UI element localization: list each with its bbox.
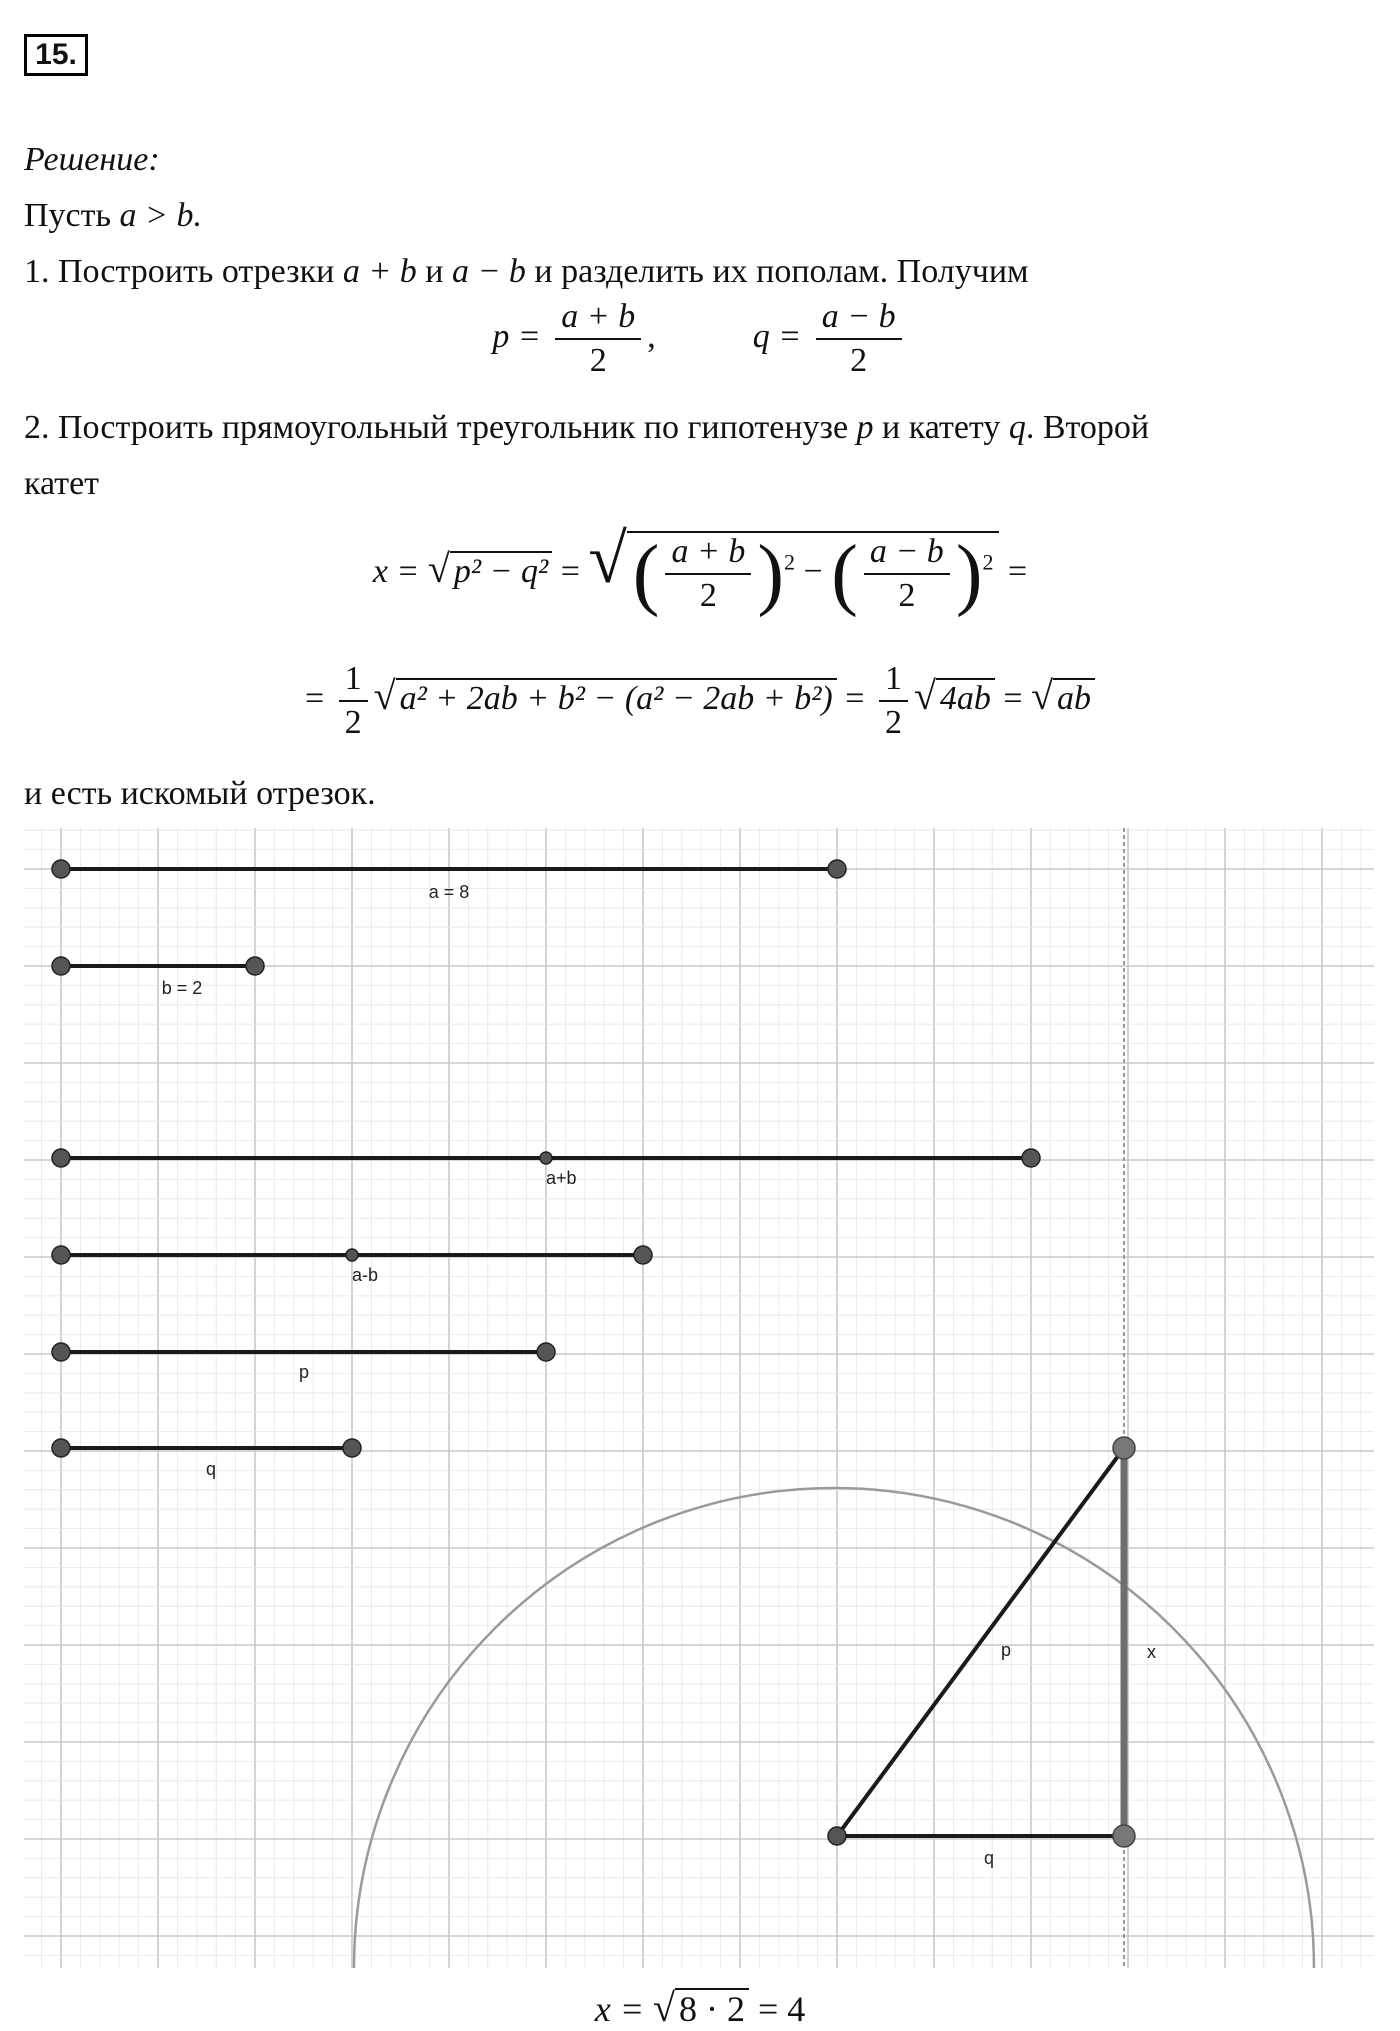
- point-apb-start: [52, 1149, 70, 1167]
- sqrt-sign-2: √: [373, 672, 396, 718]
- formula-x2-radicand: a² + 2ab + b² − (a² − 2ab + b²): [396, 678, 837, 718]
- formula-p-q: [0, 298, 1400, 380]
- fraction-q-numerator: a − b: [816, 298, 902, 340]
- final-formula-lhs: x =: [594, 1989, 644, 2029]
- point-a-start: [52, 860, 70, 878]
- formula-p-lhs: p =: [492, 317, 541, 355]
- point-amb-mid: [346, 1249, 358, 1261]
- fraction-q: [816, 298, 902, 380]
- point-amb-end: [634, 1246, 652, 1264]
- step2-text-a: 2. Построить прямоугольный треугольник по гипотенузе: [24, 409, 857, 446]
- step1-text-c: и разделить их пополам. Получим: [525, 253, 1029, 290]
- formula-x2-eq1: =: [845, 679, 865, 717]
- label-a-minus-b: a-b: [352, 1265, 379, 1285]
- step2-text-b: и катету: [873, 409, 1009, 446]
- big-radicand: ( $\frac{a + b}{2}$ )$^2$ − ( $\frac{a - b}{2}$ )$^2$: [627, 531, 1000, 615]
- construction-circle: [354, 1488, 1314, 1968]
- sqrt-sign-3: √: [913, 672, 936, 718]
- point-apb-end: [1022, 1149, 1040, 1167]
- step1-expr1: a + b: [342, 253, 417, 290]
- formula-x-radicand: p² − q²: [450, 551, 552, 591]
- final-sqrt-sign: √: [653, 1985, 675, 2030]
- exp-1: 2: [784, 549, 796, 575]
- label-a: a = 8: [428, 882, 470, 902]
- formula-x2-lead: =: [304, 679, 325, 717]
- half-2-denominator: 2: [884, 704, 902, 741]
- step2-q: q: [1008, 409, 1026, 446]
- step2-line2: катет: [24, 465, 100, 502]
- final-formula-radicand: 8 · 2: [675, 1988, 749, 2028]
- triangle-vertex-center: [828, 1827, 846, 1845]
- label-a-plus-b: a+b: [546, 1168, 577, 1188]
- assumption-line: [24, 196, 202, 236]
- step1-text-a: 1. Построить отрезки: [24, 253, 343, 290]
- point-q-end: [343, 1439, 361, 1457]
- fraction-p-numerator: a + b: [555, 298, 641, 340]
- fraction-apb-denominator: 2: [699, 577, 717, 615]
- step2-text-c: . Второй: [1025, 409, 1150, 446]
- point-q-start: [52, 1439, 70, 1457]
- solution-heading: Решение:: [24, 141, 160, 178]
- grid: [24, 828, 1374, 1968]
- step1-expr2: a − b: [451, 253, 526, 290]
- half-1-denominator: 2: [344, 704, 362, 741]
- step2-p: p: [856, 409, 874, 446]
- big-sqrt-sign: √: [588, 521, 627, 598]
- half-2-numerator: 1: [879, 660, 908, 702]
- step2-line: [24, 408, 1149, 448]
- triangle-vertex-top: [1113, 1437, 1135, 1459]
- problem-number: 15.: [24, 34, 88, 76]
- point-a-end: [828, 860, 846, 878]
- conclusion-line: и есть искомый отрезок.: [24, 775, 376, 812]
- formula-x2-radicand3: ab: [1053, 678, 1095, 718]
- fraction-p-denominator: 2: [589, 342, 607, 379]
- fraction-apb-numerator: a + b: [665, 533, 751, 575]
- point-p-end: [537, 1343, 555, 1361]
- formula-x-lhs: x =: [372, 553, 420, 590]
- label-q: q: [205, 1459, 217, 1479]
- label-b: b = 2: [161, 978, 203, 998]
- point-amb-start: [52, 1246, 70, 1264]
- fraction-q-denominator: 2: [850, 342, 868, 379]
- final-formula: [0, 1984, 1400, 2031]
- final-formula-rhs: = 4: [757, 1989, 806, 2029]
- sqrt-sign-4: √: [1031, 672, 1054, 718]
- label-triangle-p: p: [1001, 1640, 1012, 1660]
- formula-x-tail: =: [1007, 553, 1028, 590]
- fraction-amb-numerator: a − b: [864, 533, 950, 575]
- triangle-vertex-right-angle: [1113, 1825, 1135, 1847]
- formula-x2-eq2: =: [1003, 679, 1023, 717]
- half-1-numerator: 1: [339, 660, 368, 702]
- fraction-apb: [665, 533, 751, 615]
- point-b-start: [52, 957, 70, 975]
- step1-text-b: и: [416, 253, 452, 290]
- formula-x2-radicand2: 4ab: [936, 678, 995, 718]
- exp-2: 2: [982, 549, 994, 575]
- label-triangle-x: x: [1147, 1642, 1156, 1662]
- construction-figure: [24, 818, 1374, 1968]
- fraction-amb-denominator: 2: [898, 577, 916, 615]
- formula-x: [0, 520, 1400, 619]
- formula-q-lhs: q =: [752, 317, 802, 355]
- point-b-end: [246, 957, 264, 975]
- step1-line: [24, 252, 1029, 292]
- formula-comma: ,: [647, 317, 656, 355]
- assumption-expr: a > b.: [119, 197, 202, 234]
- point-apb-mid: [540, 1152, 552, 1164]
- fraction-half-1: [339, 660, 368, 742]
- label-p: p: [298, 1362, 310, 1382]
- point-p-start: [52, 1343, 70, 1361]
- fraction-amb: [864, 533, 950, 615]
- assumption-prefix: Пусть: [24, 197, 120, 234]
- formula-x2: [0, 660, 1400, 742]
- formula-x-eq: =: [560, 553, 580, 590]
- label-triangle-q: q: [984, 1848, 995, 1868]
- formula-x-minus: −: [803, 553, 823, 590]
- fraction-half-2: [879, 660, 908, 742]
- fraction-p: [555, 298, 641, 380]
- triangle-hypotenuse-p: [837, 1448, 1124, 1836]
- sqrt-sign: √: [427, 546, 450, 591]
